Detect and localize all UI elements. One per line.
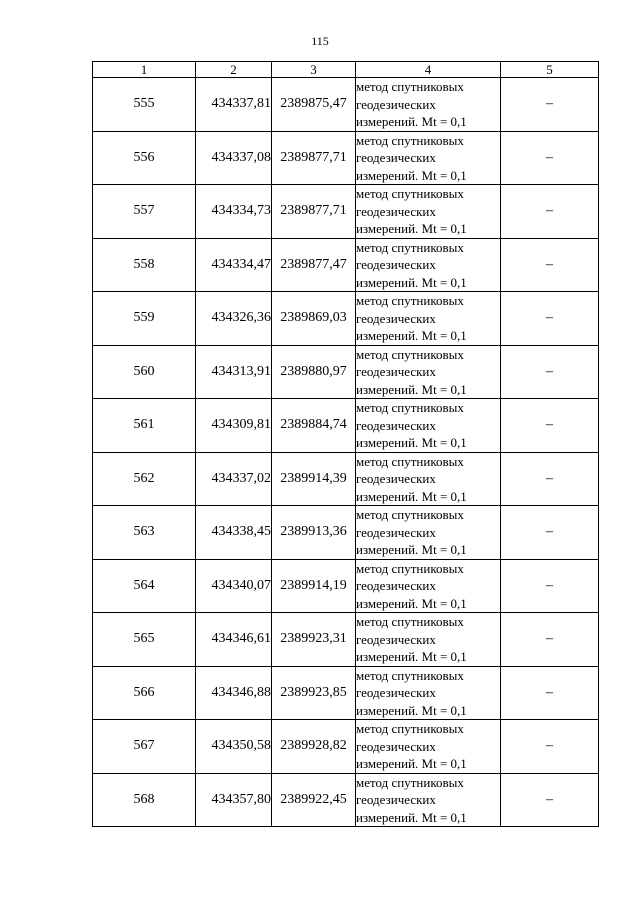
y-coordinate-cell: 2389875,47 — [272, 78, 356, 132]
x-coordinate-cell: 434309,81 — [196, 399, 272, 453]
point-number-cell: 560 — [93, 345, 196, 399]
note-cell: – — [501, 506, 599, 560]
x-coordinate-cell: 434337,81 — [196, 78, 272, 132]
table-row — [93, 452, 599, 506]
note-cell: – — [501, 666, 599, 720]
table-row — [93, 238, 599, 292]
note-cell: – — [501, 131, 599, 185]
note-cell: – — [501, 452, 599, 506]
table-body — [93, 78, 599, 827]
method-cell: метод спутниковых геодезических измерений. Mt = 0,1 — [356, 613, 501, 667]
method-cell: метод спутниковых геодезических измерений. Mt = 0,1 — [356, 131, 501, 185]
y-coordinate-cell: 2389877,71 — [272, 185, 356, 239]
table-row — [93, 292, 599, 346]
method-cell: метод спутниковых геодезических измерений. Mt = 0,1 — [356, 666, 501, 720]
y-coordinate-cell: 2389923,31 — [272, 613, 356, 667]
point-number-cell: 566 — [93, 666, 196, 720]
note-cell: – — [501, 292, 599, 346]
note-cell: – — [501, 773, 599, 827]
x-coordinate-cell: 434337,08 — [196, 131, 272, 185]
column-header-4: 4 — [356, 62, 501, 78]
table-row — [93, 185, 599, 239]
y-coordinate-cell: 2389869,03 — [272, 292, 356, 346]
point-number-cell: 561 — [93, 399, 196, 453]
table-row — [93, 559, 599, 613]
column-header-3: 3 — [272, 62, 356, 78]
table-row — [93, 131, 599, 185]
point-number-cell: 565 — [93, 613, 196, 667]
x-coordinate-cell: 434346,88 — [196, 666, 272, 720]
x-coordinate-cell: 434357,80 — [196, 773, 272, 827]
note-cell: – — [501, 345, 599, 399]
method-cell: метод спутниковых геодезических измерений. Mt = 0,1 — [356, 559, 501, 613]
coordinates-table — [92, 61, 599, 827]
note-cell: – — [501, 185, 599, 239]
y-coordinate-cell: 2389923,85 — [272, 666, 356, 720]
y-coordinate-cell: 2389914,39 — [272, 452, 356, 506]
point-number-cell: 556 — [93, 131, 196, 185]
table-row — [93, 78, 599, 132]
x-coordinate-cell: 434340,07 — [196, 559, 272, 613]
column-header-5: 5 — [501, 62, 599, 78]
note-cell: – — [501, 238, 599, 292]
point-number-cell: 567 — [93, 720, 196, 774]
table-row — [93, 666, 599, 720]
table-header-row — [93, 62, 599, 78]
note-cell: – — [501, 399, 599, 453]
method-cell: метод спутниковых геодезических измерений. Mt = 0,1 — [356, 452, 501, 506]
x-coordinate-cell: 434350,58 — [196, 720, 272, 774]
note-cell: – — [501, 613, 599, 667]
table-row — [93, 613, 599, 667]
x-coordinate-cell: 434337,02 — [196, 452, 272, 506]
method-cell: метод спутниковых геодезических измерений. Mt = 0,1 — [356, 292, 501, 346]
method-cell: метод спутниковых геодезических измерений. Mt = 0,1 — [356, 78, 501, 132]
x-coordinate-cell: 434334,47 — [196, 238, 272, 292]
method-cell: метод спутниковых геодезических измерений. Mt = 0,1 — [356, 399, 501, 453]
point-number-cell: 568 — [93, 773, 196, 827]
y-coordinate-cell: 2389877,71 — [272, 131, 356, 185]
x-coordinate-cell: 434334,73 — [196, 185, 272, 239]
y-coordinate-cell: 2389928,82 — [272, 720, 356, 774]
note-cell: – — [501, 559, 599, 613]
y-coordinate-cell: 2389914,19 — [272, 559, 356, 613]
column-header-2: 2 — [196, 62, 272, 78]
method-cell: метод спутниковых геодезических измерений. Mt = 0,1 — [356, 506, 501, 560]
method-cell: метод спутниковых геодезических измерений. Mt = 0,1 — [356, 345, 501, 399]
note-cell: – — [501, 78, 599, 132]
point-number-cell: 559 — [93, 292, 196, 346]
table-row — [93, 773, 599, 827]
point-number-cell: 564 — [93, 559, 196, 613]
method-cell: метод спутниковых геодезических измерений. Mt = 0,1 — [356, 238, 501, 292]
method-cell: метод спутниковых геодезических измерений. Mt = 0,1 — [356, 720, 501, 774]
table-row — [93, 720, 599, 774]
method-cell: метод спутниковых геодезических измерений. Mt = 0,1 — [356, 773, 501, 827]
table-row — [93, 399, 599, 453]
note-cell: – — [501, 720, 599, 774]
table-row — [93, 345, 599, 399]
point-number-cell: 562 — [93, 452, 196, 506]
method-cell: метод спутниковых геодезических измерений. Mt = 0,1 — [356, 185, 501, 239]
x-coordinate-cell: 434313,91 — [196, 345, 272, 399]
y-coordinate-cell: 2389913,36 — [272, 506, 356, 560]
y-coordinate-cell: 2389880,97 — [272, 345, 356, 399]
point-number-cell: 563 — [93, 506, 196, 560]
column-header-1: 1 — [93, 62, 196, 78]
page-number: 115 — [311, 34, 329, 48]
point-number-cell: 558 — [93, 238, 196, 292]
y-coordinate-cell: 2389877,47 — [272, 238, 356, 292]
x-coordinate-cell: 434338,45 — [196, 506, 272, 560]
point-number-cell: 555 — [93, 78, 196, 132]
y-coordinate-cell: 2389922,45 — [272, 773, 356, 827]
x-coordinate-cell: 434346,61 — [196, 613, 272, 667]
point-number-cell: 557 — [93, 185, 196, 239]
y-coordinate-cell: 2389884,74 — [272, 399, 356, 453]
x-coordinate-cell: 434326,36 — [196, 292, 272, 346]
table-row — [93, 506, 599, 560]
